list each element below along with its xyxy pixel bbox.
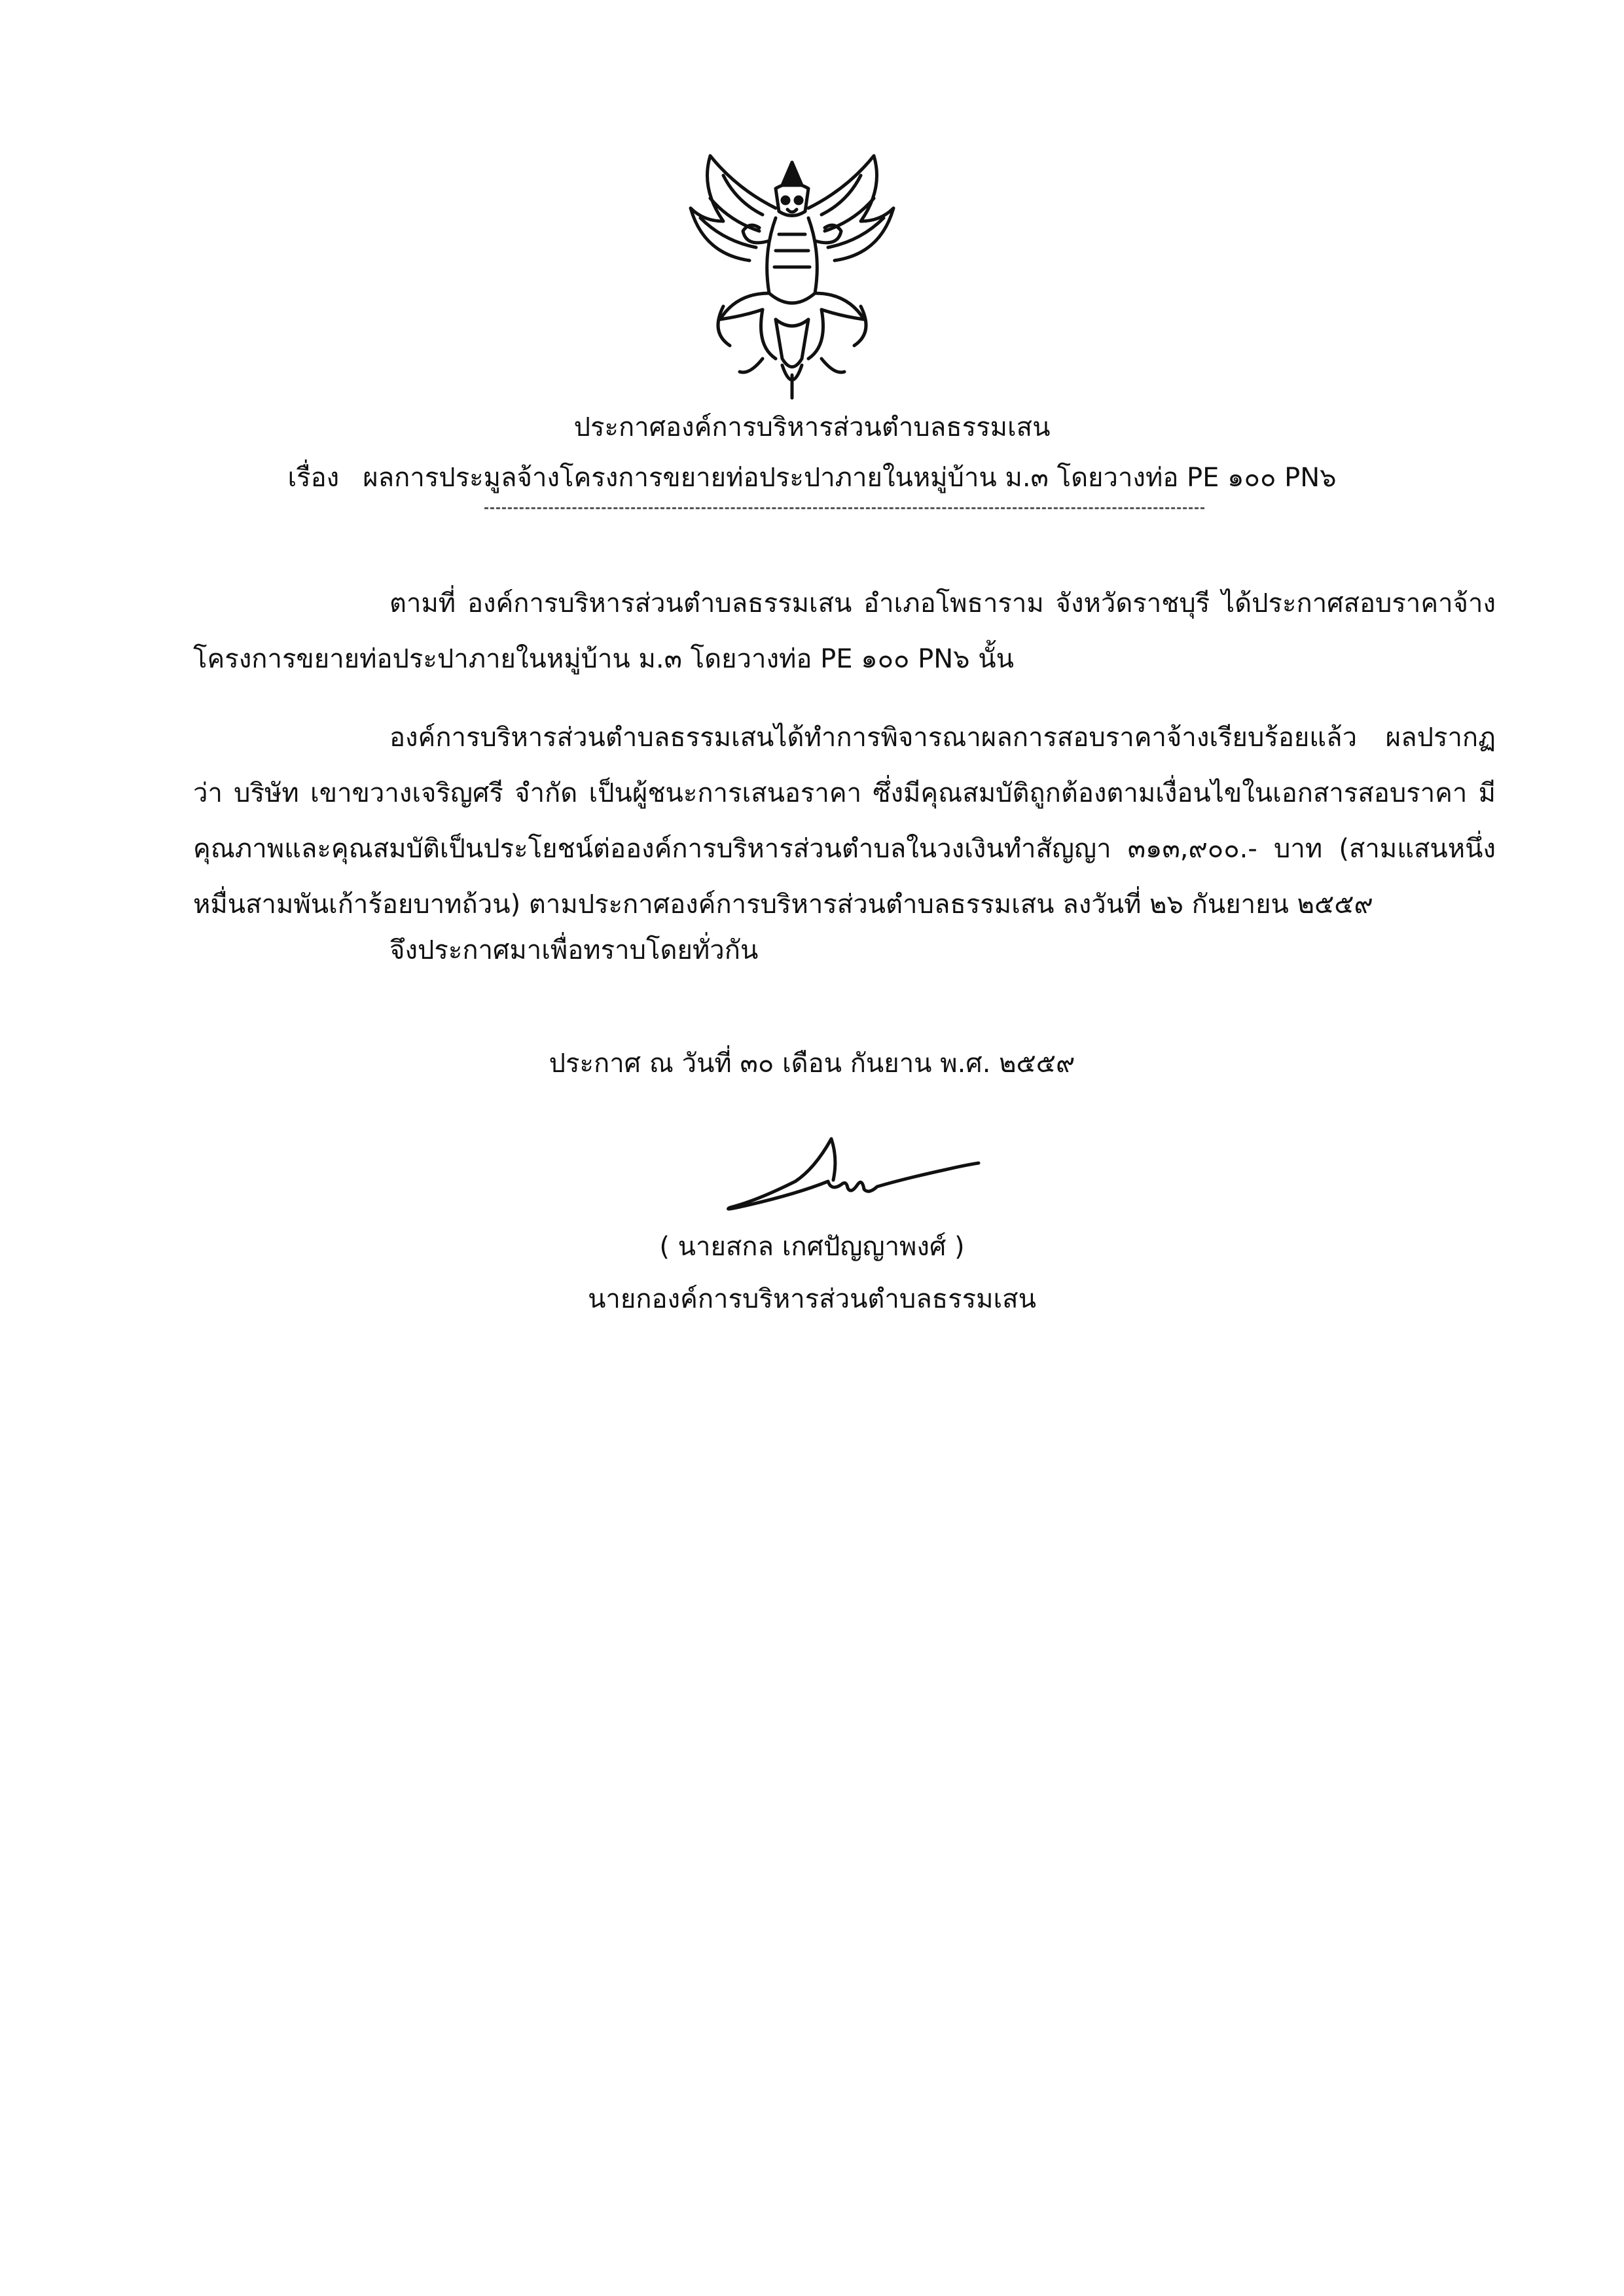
handwritten-signature [717,1129,998,1227]
body-paragraph-3: จึงประกาศมาเพื่อทราบโดยทั่วกัน [389,935,759,965]
body-paragraph-2: องค์การบริหารส่วนตำบลธรรมเสนได้ทำการพิจารณาผลการสอบราคาจ้างเรียบร้อยแล้ว ผลปรากฏว่า บริษัท เขาขวางเจริญศรี จำกัด เป็นผู้ชนะการเสนอราคา ซึ่งมีคุณสมบัติถูกต้องตามเงื่อนไขในเอกสารสอบราคา มีคุณภาพและคุณสมบัติเป็นประโยชน์ต่อองค์การบริหารส่วนตำบลในวงเงินทำสัญญา ๓๑๓,๙๐๐.- บาท (สามแสนหนึ่งหมื่นสามพันเก้าร้อยบาทถ้วน) ตามประกาศองค์การบริหารส่วนตำบลธรรมเสน ลงวันที่ ๒๖ กันยายน ๒๕๕๙ [193,723,1496,920]
garuda-emblem [684,149,900,401]
announcement-title: ประกาศองค์การบริหารส่วนตำบลธรรมเสน [573,412,1051,442]
subject-label: เรื่อง [287,463,340,493]
signer-name: ( นายสกล เกศปัญญาพงศ์ ) [659,1232,965,1262]
announcement-date: ประกาศ ณ วันที่ ๓๐ เดือน กันยาน พ.ศ. ๒๕๕๙ [549,1049,1075,1079]
separator-line [484,507,1204,509]
subject-text: ผลการประมูลจ้างโครงการขยายท่อประปาภายในหมู่บ้าน ม.๓ โดยวางท่อ PE ๑๐๐ PN๖ [363,463,1337,493]
body-paragraph-1: ตามที่ องค์การบริหารส่วนตำบลธรรมเสน อำเภอโพธาราม จังหวัดราชบุรี ได้ประกาศสอบราคาจ้างโครงการขยายท่อประปาภายในหมู่บ้าน ม.๓ โดยวางท่อ PE ๑๐๐ PN๖ นั้น [193,588,1496,674]
subject-line [0,461,1624,494]
signer-position: นายกองค์การบริหารส่วนตำบลธรรมเสน [588,1284,1036,1314]
